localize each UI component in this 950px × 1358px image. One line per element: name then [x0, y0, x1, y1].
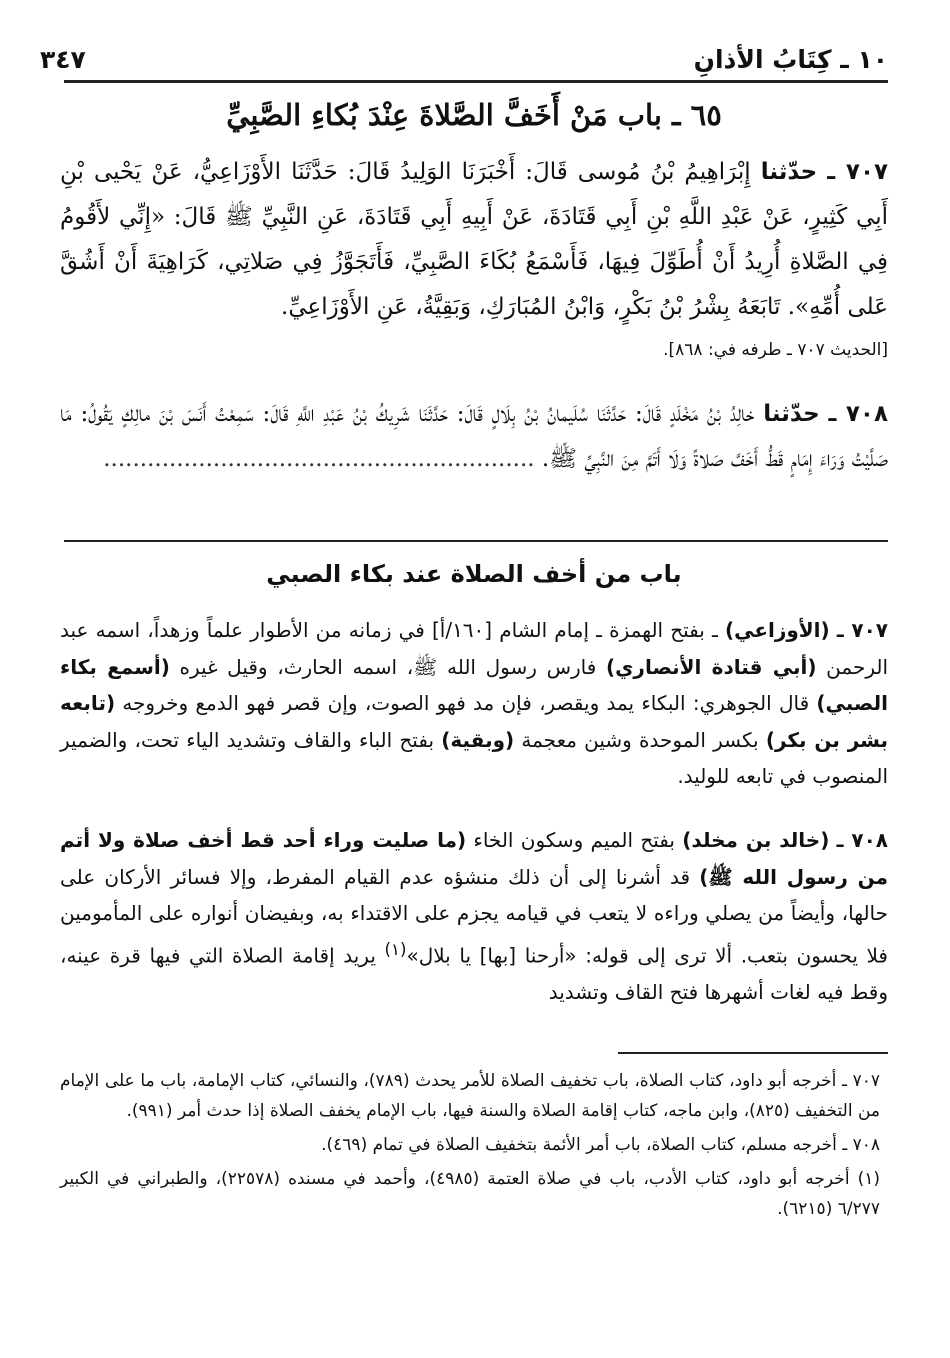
lemma-ma-sallaytu: (ما صليت وراء أحد قط أخف صلاة ولا أتم من رسول الله ﷺ)	[60, 828, 888, 889]
commentary-708-number: ٧٠٨ ـ	[836, 828, 889, 852]
hadith-707-number: ٧٠٧ ـ	[827, 159, 889, 185]
commentary-separator	[64, 540, 888, 542]
hadith-707-reference: [الحديث ٧٠٧ ـ طرفه في: ٨٦٨].	[663, 340, 888, 360]
page-number: ٣٤٧	[40, 45, 86, 74]
lemma-abi-qatada: (أبي قتادة الأنصاري)	[605, 654, 817, 679]
commentary-707-text-1: ـ بفتح الهمزة ـ إمام الشام [١٦٠/أ] في زمانه من الأطوار علماً وزهداً، اسمه عبد الرحمن	[60, 618, 889, 679]
lemma-asmau-bukaa: (أسمع بكاء الصبي)	[60, 654, 888, 715]
commentary-title: باب من أخف الصلاة عند بكاء الصبي	[266, 560, 682, 588]
chapter-title: ٦٥ ـ باب مَنْ أَخَفَّ الصَّلاةَ عِنْدَ بُكاءِ الصَّبِيِّ	[226, 98, 722, 132]
commentary-708-text-2: قد أشرنا إلى أن ذلك منشؤه عدم القيام المفرط، وإلا فسائر الأركان على حالها، وأيضاً من يصلي وراءه لا يتعب في قيامه يجزم على الاقتداء به، وبفيضان أنواره على المأمومين فلا يحسون بتعب. ألا ترى إلى قوله: «أرحنا [بها] يا بلال»	[60, 864, 888, 968]
lemma-khalid: (خالد بن مخلد)	[682, 828, 830, 852]
hadith-708-opening: حدّثنا	[763, 401, 820, 427]
commentary-707-text-4: بكسر الموحدة وشين معجمة	[514, 727, 766, 752]
running-header	[40, 34, 888, 74]
commentary-707	[60, 612, 888, 795]
footnote-1: (١) أخرجه أبو داود، كتاب الأدب، باب في صلاة العتمة (٤٩٨٥)، وأحمد في مسنده (٢٢٥٧٨)، والطبراني في الكبير ٦/٢٧٧ (٦٢١٥).	[60, 1169, 881, 1219]
commentary-708-text-3: يريد إقامة الصلاة التي فيها قرة عينه، وقط فيه لغات أشهرها فتح القاف وتشديد	[60, 943, 888, 1004]
footnote-rule	[618, 1052, 888, 1054]
commentary-708	[60, 822, 888, 1010]
commentary-707-number: ٧٠٧ ـ	[836, 618, 888, 642]
commentary-707-text-5: بفتح الباء والقاف وتشديد الياء تحت، والضمير المنصوب في تابعه للوليد.	[60, 727, 888, 788]
header-rule	[64, 80, 888, 83]
commentary-708-text-1: بفتح الميم وسكون الخاء	[466, 828, 683, 852]
hadith-707-opening: حدّثنا	[760, 159, 818, 185]
line-filler-dots: ...........................................................	[103, 446, 535, 472]
footnote-marker: (١)	[384, 939, 407, 959]
lemma-awzai: (الأوزاعي)	[724, 618, 830, 642]
footnote-708: ٧٠٨ ـ أخرجه مسلم، كتاب الصلاة، باب أمر الأئمة بتخفيف الصلاة في تمام (٤٦٩).	[321, 1135, 880, 1155]
footnotes	[60, 1066, 880, 1228]
book-title: ١٠ ـ كِتَابُ الأذانِ	[693, 45, 888, 74]
lemma-tabaahu-bishr: (تابعه بشر بن بكر)	[60, 691, 888, 752]
lemma-baqiyya: (وبقية)	[441, 727, 515, 752]
commentary-707-text-3: قال الجوهري: البكاء يمد ويقصر، فإن مد فهو الصوت، وإن قصر فهو الدمع وخروجه	[115, 691, 817, 715]
hadith-707-text: إِبْرَاهِيمُ بْنُ مُوسى قَالَ: أَخْبَرَنَا الوَلِيدُ قَالَ: حَدَّثَنَا الأَوْزَاعِيُّ، عَنْ يَحْيى بْنِ أَبِي كَثِيرٍ، عَنْ عَبْدِ اللَّهِ بْنِ أَبِي قَتَادَةَ، عَنْ أَبِيهِ أَبِي قَتَادَةَ، عَنِ النَّبِيِّ ﷺ قَالَ: «إِنِّي لأَقُومُ فِي الصَّلاةِ أُرِيدُ أَنْ أُطَوِّلَ فِيهَا، فَأَسْمَعُ بُكَاءَ الصَّبِيِّ، فَأَتَجَوَّزُ فِي صَلاتِي، كَرَاهِيَةَ أَنْ أَشُقَّ عَلى أُمِّهِ». تَابَعَهُ بِشْرُ بْنُ بَكْرٍ، وَابْنُ المُبَارَكِ، وَبَقِيَّةُ، عَنِ الأَوْزَاعِيِّ.	[60, 159, 888, 320]
footnote-707: ٧٠٧ ـ أخرجه أبو داود، كتاب الصلاة، باب تخفيف الصلاة للأمر يحدث (٧٨٩)، والنسائي، كتاب الإمامة، باب ما على الإمام من التخفيف (٨٢٥)، وابن ماجه، كتاب إقامة الصلاة والسنة فيها، باب الإمام يخفف الصلاة إذا حدث أمر (٩٩١).	[60, 1071, 880, 1121]
hadith-707	[60, 150, 888, 330]
hadith-708-text: خالِدُ بْنُ مَخْلَدٍ قَالَ: حَدَّثَنَا سُلَيمانُ بْنُ بِلَالٍ قَالَ: حَدَّثَنَا شَرِيكُ بْنُ عَبْدِ اللَّهِ قَالَ: سَمِعْتُ أَنَسَ بْنَ مالِكٍ يَقُولُ: مَا صَلَّيْتُ وَرَاءَ إِمَامٍ قَطُّ أَخَفَّ صَلاةً وَلَا أَتَمَّ مِنَ النَّبِيِّ ﷺ.	[60, 401, 888, 472]
hadith-708-number: ٧٠٨ ـ	[828, 401, 889, 427]
hadith-708	[60, 392, 888, 482]
commentary-707-text-2: فارس رسول الله ﷺ، اسمه الحارث، وقيل غيره	[169, 654, 606, 679]
